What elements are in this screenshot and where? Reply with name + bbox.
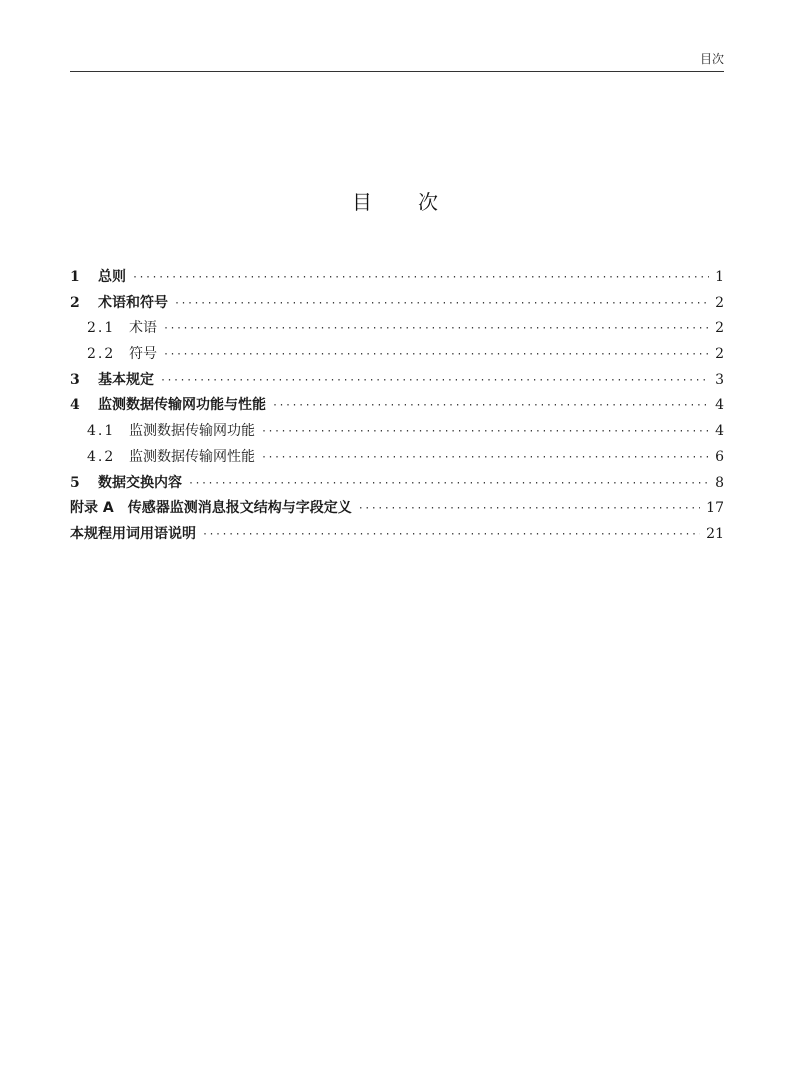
- toc-entry-number: 5: [70, 474, 80, 491]
- toc-entry-page: 1: [715, 269, 724, 285]
- running-header: 目次: [699, 52, 724, 66]
- toc-entry[interactable]: [70, 266, 724, 292]
- toc-entry-appendix[interactable]: [70, 497, 724, 523]
- toc-entry-label: 符号: [129, 346, 157, 363]
- toc-dot-leader: [272, 400, 709, 411]
- toc-dot-leader: [163, 349, 709, 360]
- toc-dot-leader: [160, 375, 709, 386]
- toc-entry-label: 基本规定: [98, 371, 154, 388]
- toc-entry-label: 监测数据传输网功能: [129, 423, 255, 440]
- toc-entry-number: 2.2: [87, 346, 116, 363]
- toc-entry-page: 3: [715, 371, 724, 388]
- toc-entry-page: 2: [715, 294, 724, 311]
- toc-entry-label: 术语和符号: [98, 294, 168, 311]
- toc-entry-explanation[interactable]: [70, 523, 724, 549]
- toc-entry-number: 2: [70, 294, 80, 311]
- toc-entry[interactable]: [70, 394, 724, 420]
- toc-entry[interactable]: [70, 343, 724, 369]
- toc-dot-leader: [132, 272, 709, 283]
- toc-entry-page: 6: [715, 448, 724, 465]
- toc-entry-page: 4: [715, 423, 724, 440]
- toc-entry-label: 总则: [98, 269, 126, 285]
- toc-entry-page: 2: [715, 346, 724, 363]
- toc-entry[interactable]: [70, 446, 724, 472]
- toc-entry-label: 附录 A 传感器监测消息报文结构与字段定义: [70, 500, 352, 517]
- toc-dot-leader: [202, 529, 700, 540]
- toc-entry[interactable]: [70, 420, 724, 446]
- toc-entry-page: 2: [715, 320, 724, 337]
- toc-dot-leader: [163, 323, 709, 334]
- toc-entry-page: 4: [715, 397, 724, 414]
- toc-entry-label: 监测数据传输网性能: [129, 448, 255, 465]
- toc-entry-label: 术语: [129, 320, 157, 337]
- toc-entry[interactable]: [70, 369, 724, 395]
- toc-entry-label: 本规程用词用语说明: [70, 525, 196, 542]
- toc-entry-label: 数据交换内容: [98, 474, 182, 491]
- toc-entry-page: 8: [715, 474, 724, 491]
- toc-entry-number: 1: [70, 269, 80, 285]
- toc-entry-number: 4.1: [87, 423, 116, 440]
- toc-dot-leader: [261, 426, 709, 437]
- toc-entry-number: 4: [70, 397, 80, 414]
- header-rule: [70, 71, 724, 72]
- toc-entry-label: 监测数据传输网功能与性能: [98, 397, 266, 414]
- toc-entry[interactable]: [70, 292, 724, 318]
- toc-entry-page: 17: [706, 500, 724, 517]
- toc-dot-leader: [358, 503, 700, 514]
- toc-dot-leader: [188, 478, 709, 489]
- toc-list: [70, 266, 724, 549]
- toc-entry[interactable]: [70, 317, 724, 343]
- toc-title: 目次: [352, 190, 484, 214]
- toc-dot-leader: [174, 298, 709, 309]
- toc-entry-number: 2.1: [87, 320, 116, 337]
- toc-entry[interactable]: [70, 472, 724, 498]
- toc-entry-number: 3: [70, 371, 80, 388]
- toc-entry-number: 4.2: [87, 448, 116, 465]
- toc-dot-leader: [261, 452, 709, 463]
- toc-entry-page: 21: [706, 525, 724, 542]
